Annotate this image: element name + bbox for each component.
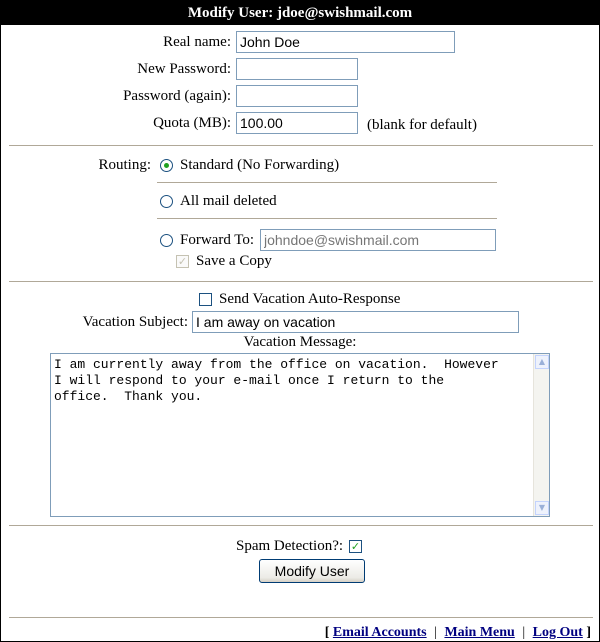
routing-standard-radio[interactable] <box>160 159 173 172</box>
routing-forward-label[interactable]: Forward To: <box>180 232 255 248</box>
scroll-down-icon[interactable]: ▼ <box>535 501 549 515</box>
divider <box>9 525 593 526</box>
new-password-input[interactable] <box>236 58 358 80</box>
password-again-label: Password (again): <box>123 88 231 104</box>
vacation-subject-input[interactable] <box>192 311 519 333</box>
save-copy-checkbox[interactable]: ✓ <box>177 255 188 268</box>
log-out-link[interactable]: Log Out <box>532 625 583 640</box>
forward-to-input[interactable] <box>260 229 496 251</box>
scroll-up-icon[interactable]: ▲ <box>535 355 549 369</box>
spam-detection-checkbox[interactable]: ✓ <box>350 540 361 553</box>
real-name-input[interactable] <box>236 31 455 53</box>
save-copy-label[interactable]: Save a Copy <box>196 253 272 269</box>
footer-bracket: ] <box>586 625 591 640</box>
main-menu-link[interactable]: Main Menu <box>444 625 515 640</box>
divider <box>9 145 593 146</box>
email-accounts-link[interactable]: Email Accounts <box>332 625 427 640</box>
spam-detection-label: Spam Detection?: <box>236 538 344 554</box>
routing-forward-radio[interactable] <box>160 234 173 247</box>
divider <box>9 281 593 282</box>
quota-input[interactable] <box>236 112 358 134</box>
vacation-message-textarea[interactable] <box>50 353 550 517</box>
routing-label: Routing: <box>98 157 151 173</box>
routing-deleted-radio[interactable] <box>160 195 173 208</box>
vacation-message-label: Vacation Message: <box>243 334 357 350</box>
footer-nav <box>325 625 591 641</box>
footer-separator: | <box>522 625 526 640</box>
footer-bracket: [ <box>324 625 330 640</box>
quota-hint: (blank for default) <box>367 117 477 133</box>
routing-deleted-label[interactable]: All mail deleted <box>180 193 277 209</box>
vacation-message-scrollbar[interactable] <box>533 354 549 516</box>
footer-separator: | <box>434 625 437 640</box>
password-again-input[interactable] <box>236 85 358 107</box>
quota-label: Quota (MB): <box>153 115 231 131</box>
real-name-label: Real name: <box>163 34 231 50</box>
divider <box>157 182 497 183</box>
routing-standard-label[interactable]: Standard (No Forwarding) <box>180 157 340 173</box>
new-password-label: New Password: <box>137 61 231 77</box>
vacation-autoresponse-label[interactable]: Send Vacation Auto-Response <box>219 291 401 307</box>
modify-user-button[interactable]: Modify User <box>259 559 365 583</box>
divider <box>9 617 593 618</box>
page-title: Modify User: jdoe@swishmail.com <box>1 1 599 25</box>
vacation-autoresponse-checkbox[interactable] <box>199 293 212 306</box>
divider <box>157 218 497 219</box>
vacation-subject-label: Vacation Subject: <box>82 314 188 330</box>
